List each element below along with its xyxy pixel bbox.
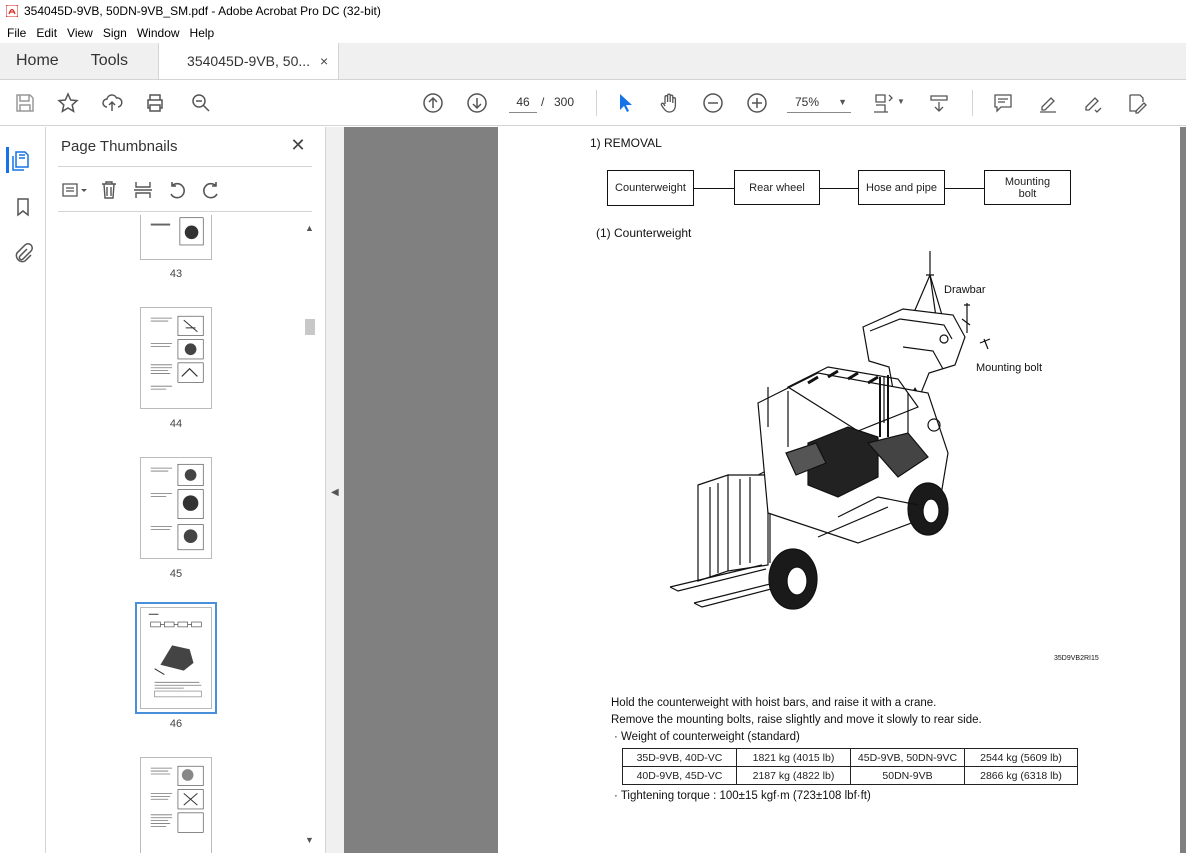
comment-icon[interactable]: [990, 90, 1016, 116]
table-cell: 1821 kg (4015 lb): [737, 749, 851, 767]
tightening-torque: · Tightening torque : 100±15 kgf·m (723±108 lbf·ft): [614, 790, 871, 802]
forklift-counterweight-illustration: [658, 247, 1018, 637]
collapse-arrow-icon[interactable]: ◀: [331, 487, 339, 498]
scroll-up-icon[interactable]: ▲: [305, 223, 314, 233]
zoom-level-value: 75%: [795, 94, 820, 109]
page-separator: /: [541, 95, 545, 109]
highlight-pen-icon[interactable]: [1035, 90, 1061, 116]
menu-view[interactable]: View: [67, 25, 93, 40]
instruction-line-2: Remove the mounting bolts, raise slightly and move it slowly to rear side.: [611, 714, 982, 726]
panel-divider: [58, 211, 312, 212]
attachments-icon[interactable]: [10, 240, 36, 266]
rotate-counterclockwise-icon[interactable]: [160, 177, 194, 203]
rotate-clockwise-icon[interactable]: [194, 177, 228, 203]
save-icon[interactable]: [12, 90, 38, 116]
tab-close-icon[interactable]: ×: [320, 53, 329, 69]
bookmarks-icon[interactable]: [10, 194, 36, 220]
table-cell: 2544 kg (5609 lb): [965, 749, 1078, 767]
weight-heading: · Weight of counterweight (standard): [614, 731, 800, 743]
toolbar: [0, 80, 1186, 126]
thumbnail-page-46[interactable]: [140, 607, 212, 709]
table-cell: 50DN-9VB: [851, 767, 965, 785]
menu-window[interactable]: Window: [136, 25, 180, 40]
scroll-mode-icon[interactable]: [926, 90, 952, 116]
thumbnail-page-44[interactable]: [140, 307, 212, 409]
table-cell: 2866 kg (6318 lb): [965, 767, 1078, 785]
mounting-bolt-callout: Mounting bolt: [976, 362, 1043, 374]
total-pages: 300: [554, 95, 575, 109]
subsection-title: (1) Counterweight: [596, 226, 692, 240]
print-icon[interactable]: [142, 90, 168, 116]
flow-step-counterweight: Counterweight: [607, 170, 694, 206]
left-rail: [0, 127, 46, 853]
delete-icon[interactable]: [92, 177, 126, 203]
flow-connector: [945, 188, 984, 189]
close-icon[interactable]: ✕: [290, 135, 306, 155]
panel-collapse-handle[interactable]: [326, 127, 344, 853]
tab-document-label: 354045D-9VB, 50...: [187, 53, 311, 69]
thumbnails-title: Page Thumbnails: [61, 138, 178, 155]
previous-page-icon[interactable]: [420, 90, 446, 116]
page-fit-icon[interactable]: [870, 90, 896, 116]
thumbnail-page-47[interactable]: [140, 757, 212, 853]
table-row: [623, 749, 1078, 767]
tab-tools[interactable]: Tools: [90, 52, 129, 69]
menu-sign[interactable]: Sign: [102, 25, 127, 40]
flow-step-hose-and-pipe: Hose and pipe: [858, 170, 945, 205]
table-cell: 40D-9VB, 45D-VC: [623, 767, 737, 785]
zoom-in-icon[interactable]: [744, 90, 770, 116]
flow-step-rear-wheel: Rear wheel: [734, 170, 820, 205]
flow-connector: [694, 188, 734, 189]
next-page-icon[interactable]: [464, 90, 490, 116]
select-cursor-icon[interactable]: [612, 90, 638, 116]
acrobat-icon: [6, 5, 18, 17]
table-cell: 2187 kg (4822 lb): [737, 767, 851, 785]
page-number-input[interactable]: [509, 91, 537, 113]
thumbnail-list: [58, 215, 302, 853]
upload-share-icon[interactable]: [99, 90, 125, 116]
counterweight-weight-table: [622, 748, 1078, 785]
thumbnail-page-45[interactable]: [140, 457, 212, 559]
table-cell: 45D-9VB, 50DN-9VC: [851, 749, 965, 767]
pdf-page: [498, 127, 1180, 853]
toolbar-divider: [596, 90, 597, 116]
thumbnail-page-43[interactable]: [140, 215, 212, 260]
scrollbar-thumb[interactable]: [305, 319, 315, 335]
title-bar: [0, 0, 1186, 22]
options-menu-icon[interactable]: [58, 177, 92, 203]
hand-tool-icon[interactable]: [656, 90, 682, 116]
edit-pdf-icon[interactable]: [1124, 90, 1150, 116]
instruction-line-1: Hold the counterweight with hoist bars, and raise it with a crane.: [611, 697, 937, 709]
thumbnails-panel: [46, 127, 326, 853]
table-row: [623, 767, 1078, 785]
tab-document[interactable]: [158, 43, 339, 79]
toolbar-divider: [972, 90, 973, 116]
section-title: 1) REMOVAL: [590, 136, 662, 150]
document-viewport[interactable]: [344, 127, 1186, 853]
fill-sign-icon[interactable]: [1079, 90, 1105, 116]
zoom-level-select[interactable]: [787, 91, 851, 113]
zoom-out-icon[interactable]: [700, 90, 726, 116]
chevron-down-icon[interactable]: ▼: [897, 97, 905, 106]
thumbnail-page-number: 44: [169, 418, 183, 430]
tab-home[interactable]: Home: [16, 52, 59, 69]
thumbnail-tools: [58, 175, 228, 205]
menu-file[interactable]: File: [7, 25, 27, 40]
search-zoom-icon[interactable]: [188, 90, 214, 116]
drawbar-callout: Drawbar: [944, 284, 986, 296]
menu-help[interactable]: Help: [189, 25, 215, 40]
panel-divider: [58, 166, 312, 167]
chevron-down-icon: ▼: [838, 96, 847, 107]
thumbnail-page-number: 46: [169, 718, 183, 730]
thumbnail-page-number: 45: [169, 568, 183, 580]
flow-connector: [820, 188, 858, 189]
bookmark-star-icon[interactable]: [55, 90, 81, 116]
menu-bar: [0, 22, 1186, 43]
window-title: 354045D-9VB, 50DN-9VB_SM.pdf - Adobe Acrobat Pro DC (32-bit): [24, 4, 381, 18]
figure-code: 35D9VB2RI15: [1054, 655, 1099, 662]
thumbnail-page-number: 43: [169, 268, 183, 280]
scroll-down-icon[interactable]: ▼: [305, 835, 314, 845]
extract-page-icon[interactable]: [126, 177, 160, 203]
flow-step-mounting-bolt: Mounting bolt: [984, 170, 1071, 205]
menu-edit[interactable]: Edit: [36, 25, 58, 40]
page-thumbnails-icon[interactable]: [6, 147, 32, 173]
tab-bar: [0, 43, 1186, 80]
table-cell: 35D-9VB, 40D-VC: [623, 749, 737, 767]
thumbnail-scrollbar[interactable]: [303, 223, 317, 851]
